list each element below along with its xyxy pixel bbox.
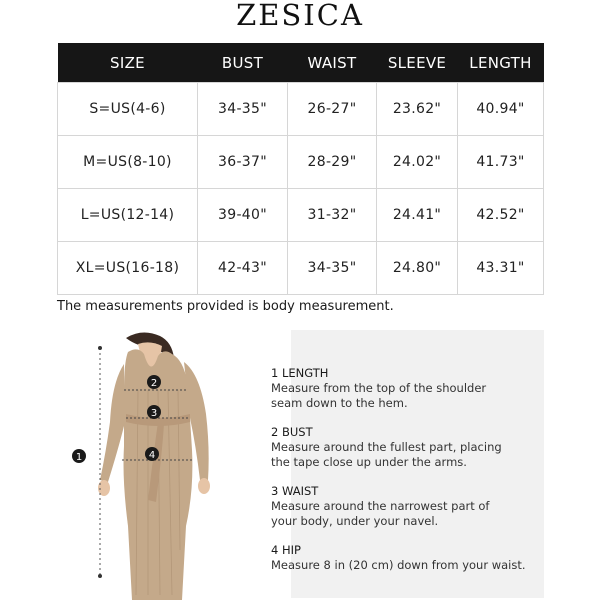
- marker-length-label: 1: [75, 452, 83, 463]
- guide-bust: [271, 425, 541, 470]
- marker-bust-label: 2: [150, 378, 158, 389]
- table-row: [58, 136, 544, 189]
- model-figure: [58, 330, 288, 600]
- marker-hip: [145, 447, 159, 461]
- table-cell: XL=US(16-18): [58, 242, 198, 295]
- table-cell: M=US(8-10): [58, 136, 198, 189]
- table-cell: 26-27": [288, 83, 377, 136]
- table-row: [58, 189, 544, 242]
- model-left-arm: [100, 364, 124, 482]
- table-cell: 24.41": [377, 189, 458, 242]
- guide-title: 1 LENGTH: [271, 366, 329, 380]
- marker-waist-label: 3: [150, 408, 158, 419]
- brand-logo: ZESICA: [236, 0, 364, 32]
- guide-hip: [271, 543, 541, 573]
- table-cell: 24.80": [377, 242, 458, 295]
- marker-waist: [147, 405, 161, 419]
- table-cell: 31-32": [288, 189, 377, 242]
- length-line-bottom: [98, 574, 102, 578]
- model-right-hand: [198, 478, 210, 494]
- guide-title: 2 BUST: [271, 425, 313, 439]
- table-header-row: [58, 43, 544, 83]
- marker-length: [72, 449, 86, 463]
- guide-title: 3 WAIST: [271, 484, 319, 498]
- table-cell: 28-29": [288, 136, 377, 189]
- guide-desc: Measure around the fullest part, placing: [271, 440, 502, 454]
- table-cell: 23.62": [377, 83, 458, 136]
- table-cell: 42-43": [198, 242, 288, 295]
- table-cell: 34-35": [288, 242, 377, 295]
- header-bust: BUST: [198, 43, 288, 83]
- header-size: SIZE: [58, 43, 198, 83]
- table-cell: 36-37": [198, 136, 288, 189]
- table-cell: 24.02": [377, 136, 458, 189]
- size-chart-table: [57, 43, 544, 295]
- table-cell: 43.31": [458, 242, 544, 295]
- table-cell: 40.94": [458, 83, 544, 136]
- table-cell: L=US(12-14): [58, 189, 198, 242]
- measurement-guide: [271, 366, 541, 587]
- measurement-note: The measurements provided is body measurement.: [57, 299, 394, 314]
- table-cell: 34-35": [198, 83, 288, 136]
- marker-bust: [147, 375, 161, 389]
- marker-hip-label: 4: [148, 450, 156, 461]
- guide-desc: the tape close up under the arms.: [271, 455, 467, 469]
- guide-desc: your body, under your navel.: [271, 514, 439, 528]
- length-line-top: [98, 346, 102, 350]
- table-cell: 41.73": [458, 136, 544, 189]
- guide-desc: Measure 8 in (20 cm) down from your waist.: [271, 558, 526, 572]
- table-row: [58, 242, 544, 295]
- header-waist: WAIST: [288, 43, 377, 83]
- table-cell: S=US(4-6): [58, 83, 198, 136]
- table-row: [58, 83, 544, 136]
- guide-length: [271, 366, 541, 411]
- guide-desc: Measure from the top of the shoulder: [271, 381, 487, 395]
- guide-desc: Measure around the narrowest part of: [271, 499, 490, 513]
- guide-title: 4 HIP: [271, 543, 301, 557]
- header-sleeve: SLEEVE: [377, 43, 458, 83]
- table-cell: 42.52": [458, 189, 544, 242]
- header-length: LENGTH: [458, 43, 544, 83]
- table-cell: 39-40": [198, 189, 288, 242]
- guide-desc: seam down to the hem.: [271, 396, 408, 410]
- guide-waist: [271, 484, 541, 529]
